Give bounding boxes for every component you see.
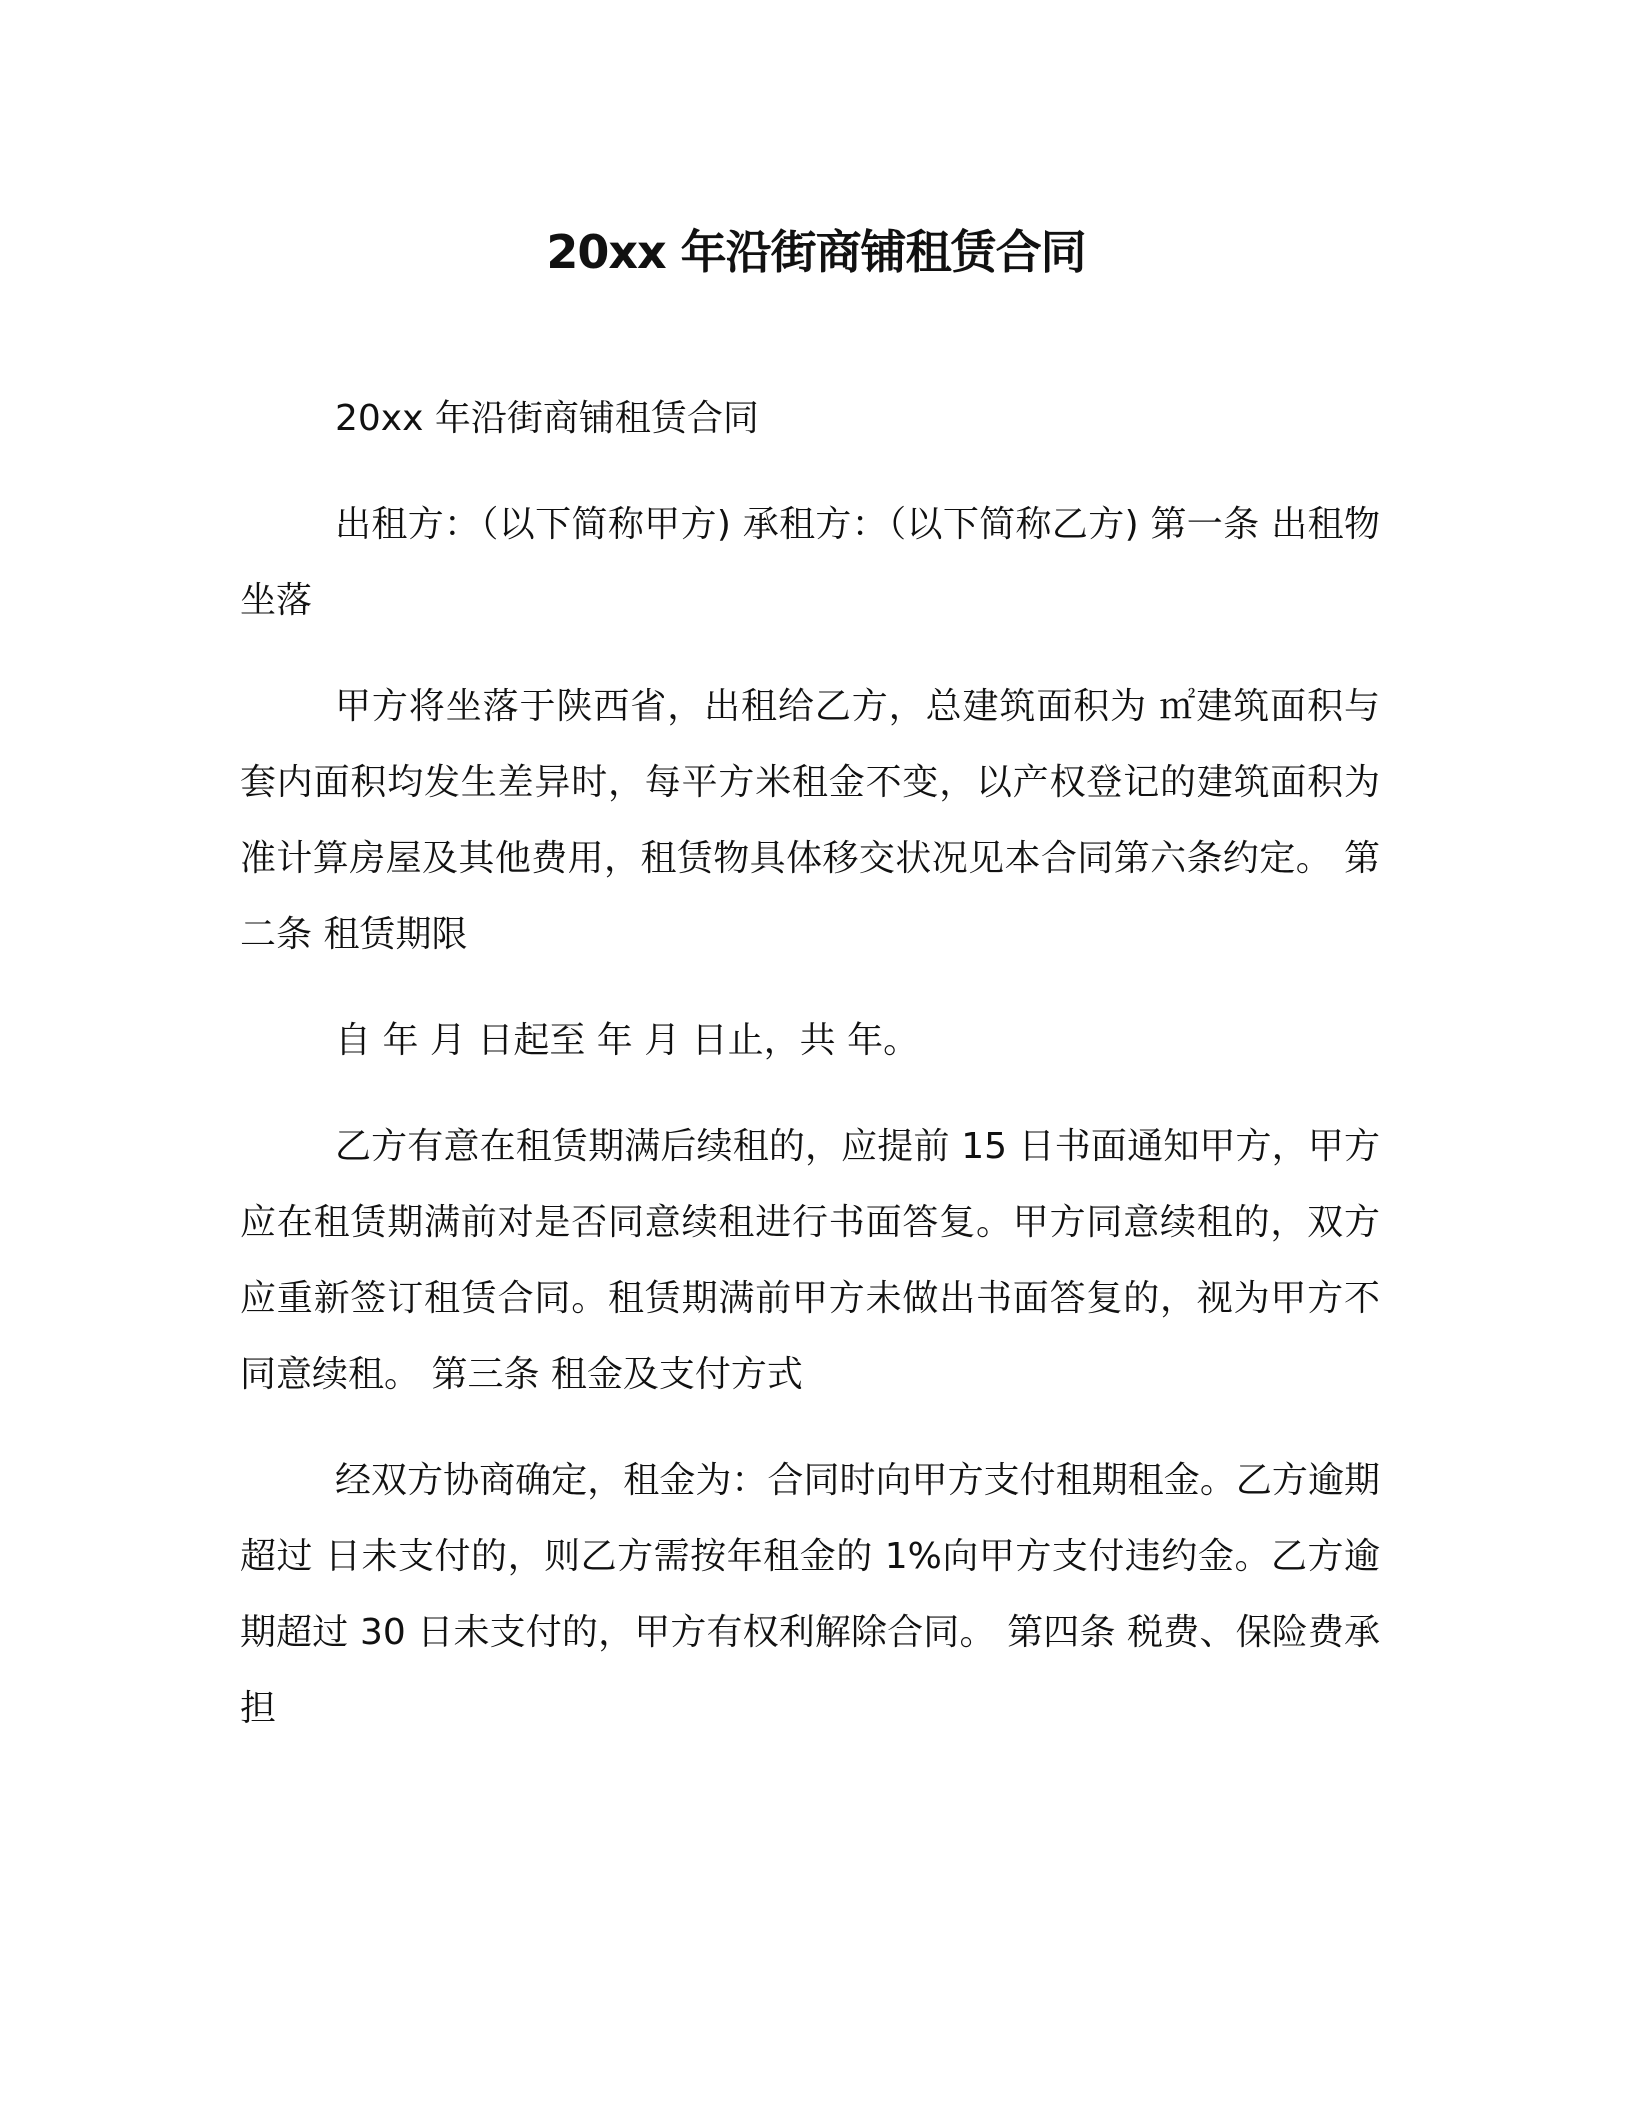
renewal-paragraph: 乙方有意在租赁期满后续租的，应提前 15 日书面通知甲方，甲方应在租赁期满前对是否同意续租进行书面答复。甲方同意续租的，双方应重新签订租赁合同。租赁期满前甲方未做出书面答复的，视为甲方不同意续租。 第三条 租金及支付方式 xyxy=(240,1126,1380,1395)
document-title: 20xx 年沿街商铺租赁合同 xyxy=(546,225,1086,279)
subtitle-paragraph: 20xx 年沿街商铺租赁合同 xyxy=(335,398,759,439)
lease-term-paragraph: 自 年 月 日起至 年 月 日止，共 年。 xyxy=(335,1020,920,1061)
rent-paragraph: 经双方协商确定，租金为：合同时向甲方支付租期租金。乙方逾期超过 日未支付的，则乙方需按年租金的 1%向甲方支付违约金。乙方逾期超过 30 日未支付的，甲方有权利解除合同。 第四条 税费、保险费承担 xyxy=(240,1460,1380,1729)
article-1-paragraph: 甲方将坐落于陕西省，出租给乙方，总建筑面积为 ㎡建筑面积与套内面积均发生差异时，每平方米租金不变，以产权登记的建筑面积为准计算房屋及其他费用，租赁物具体移交状况见本合同第六条约定。 第二条 租赁期限 xyxy=(240,686,1380,955)
parties-paragraph: 出租方：（以下简称甲方) 承租方：（以下简称乙方) 第一条 出租物坐落 xyxy=(240,504,1380,621)
